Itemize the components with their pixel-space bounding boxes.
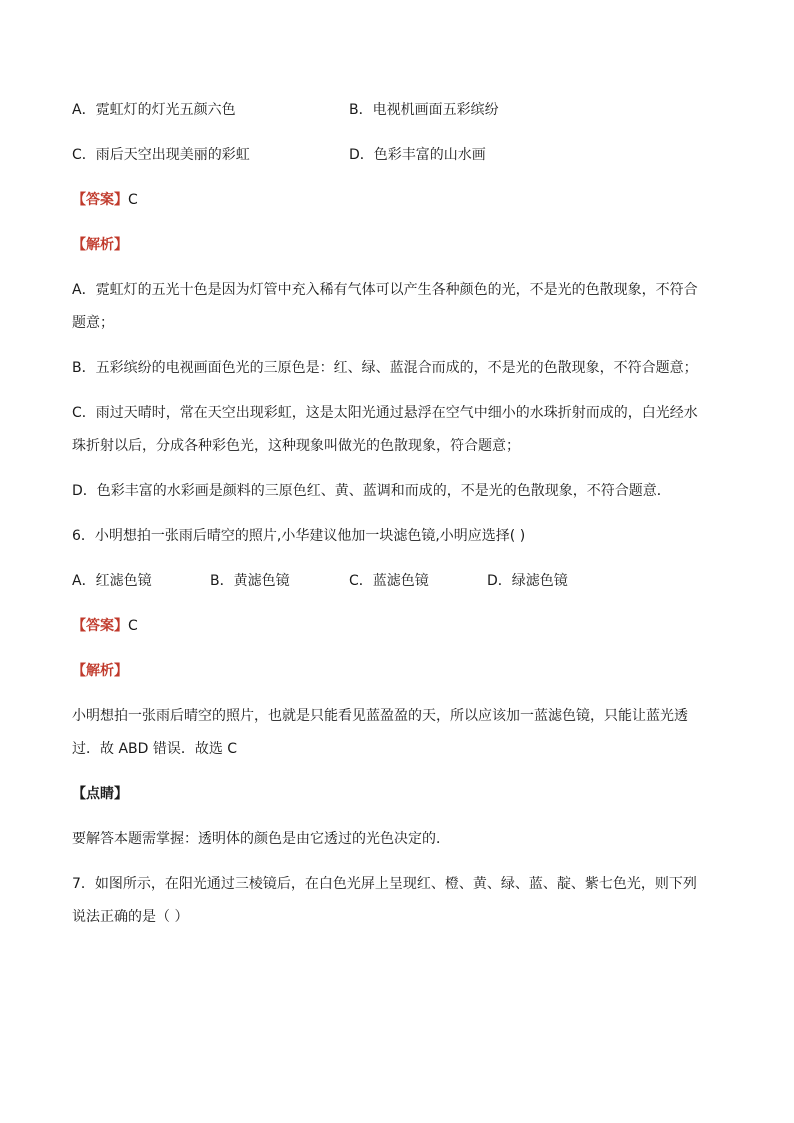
answer-label: 【答案】 (72, 618, 128, 634)
answer-value: C (128, 618, 138, 634)
q6-analysis-line: 过．故 ABD 错误．故选 C (72, 741, 238, 757)
q5-option-c: C．雨后天空出现美丽的彩虹 (72, 147, 250, 163)
q5-answer (72, 190, 138, 210)
q6-option-a: A．红滤色镜 (72, 573, 152, 589)
q5-analysis-line: C．雨过天晴时，常在天空出现彩虹，这是太阳光通过悬浮在空气中细小的水珠折射而成的，白光经水 (72, 405, 698, 421)
q6-question: 6．小明想拍一张雨后晴空的照片,小华建议他加一块滤色镜,小明应选择( ) (72, 528, 526, 544)
q5-analysis-line: 题意； (72, 315, 114, 331)
q6-comment-label: 【点睛】 (72, 786, 128, 802)
q6-answer (72, 616, 138, 636)
q6-analysis-line: 小明想拍一张雨后晴空的照片，也就是只能看见蓝盈盈的天，所以应该加一蓝滤色镜，只能让蓝光透 (72, 708, 688, 724)
q6-option-b: B．黄滤色镜 (210, 573, 290, 589)
q5-analysis-line: A．霓虹灯的五光十色是因为灯管中充入稀有气体可以产生各种颜色的光，不是光的色散现象，不符合 (72, 282, 698, 298)
answer-label: 【答案】 (72, 192, 128, 208)
q5-option-d: D．色彩丰富的山水画 (349, 147, 486, 163)
q6-analysis-label: 【解析】 (72, 663, 128, 679)
q5-analysis-label: 【解析】 (72, 237, 128, 253)
q5-option-b: B．电视机画面五彩缤纷 (349, 102, 499, 118)
q5-analysis-line: B．五彩缤纷的电视画面色光的三原色是：红、绿、蓝混合而成的，不是光的色散现象，不符合题意； (72, 360, 698, 376)
q7-question-line: 说法正确的是（ ） (72, 909, 189, 925)
q6-option-d: D．绿滤色镜 (487, 573, 568, 589)
q5-analysis-line: 珠折射以后，分成各种彩色光，这种现象叫做光的色散现象，符合题意； (72, 438, 520, 454)
q7-question-line: 7．如图所示，在阳光通过三棱镜后，在白色光屏上呈现红、橙、黄、绿、蓝、靛、紫七色光，则下列 (72, 876, 697, 892)
q5-option-a: A．霓虹灯的灯光五颜六色 (72, 102, 236, 118)
answer-value: C (128, 192, 138, 208)
q6-option-c: C．蓝滤色镜 (349, 573, 429, 589)
q5-analysis-line: D．色彩丰富的水彩画是颜料的三原色红、黄、蓝调和而成的，不是光的色散现象，不符合题意． (72, 483, 671, 499)
q6-comment: 要解答本题需掌握：透明体的颜色是由它透过的光色决定的． (72, 831, 450, 847)
